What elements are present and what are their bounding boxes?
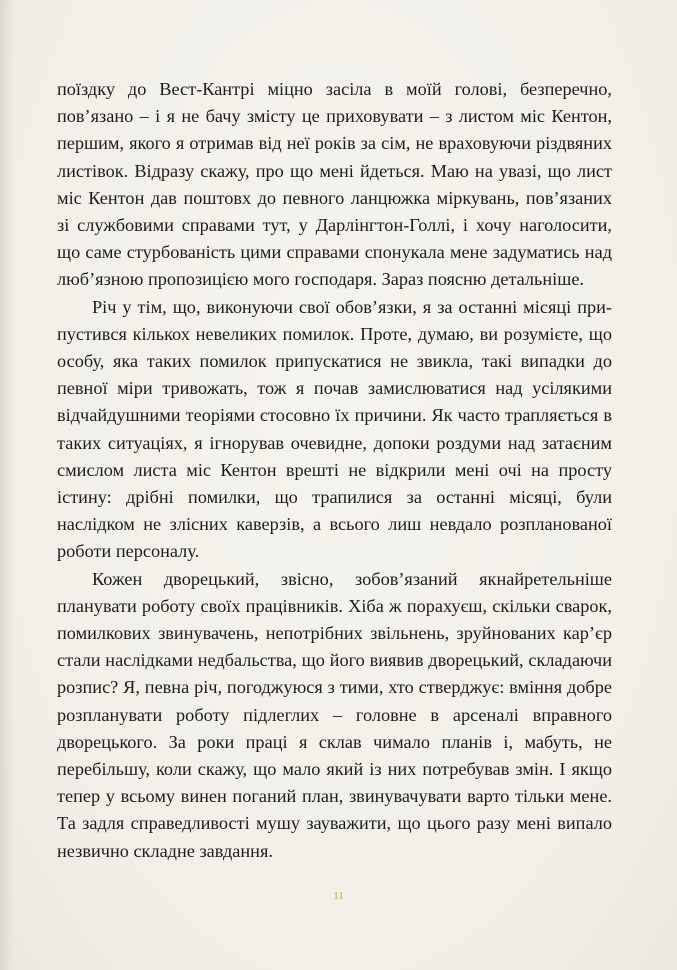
- page-binding-shadow: [0, 0, 14, 970]
- body-text: [57, 76, 612, 865]
- paragraph-3: Кожен дворецький, звісно, зобов’язаний якнайретельніше планувати роботу своїх працівників. Хіба ж порахуєш, скільки сварок, помилкових звинувачень, непотрібних звільнень, зруйнованих кар’єр стали наслідками недбальства, що його виявив дворецький, складаючи розпис? Я, певна річ, погоджуюся з тими, хто стверджує: вміння добре розпланувати роботу підлеглих – головне в арсеналі вправного дворецького. За роки праці я склав чимало планів і, мабуть, не перебільшу, коли скажу, що мало який із них потребував змін. І якщо тепер у всьому винен поганий план, звинувачувати варто тільки мене. Та задля справедливості мушу зауважити, що цього разу мені випало незвично складне завдання.: [57, 568, 612, 861]
- paragraph-1: поїздку до Вест-Кантрі міцно засіла в моїй голові, безперечно, пов’язано – і я не бачу змісту це приховувати – з листом міс Кентон, першим, якого я отримав від неї років за сім, не враховуючи різдвяних листівок. Відразу скажу, про що мені йдеться. Маю на увазі, що лист міс Кентон дав поштовх до певного ланцюжка міркувань, пов’язаних зі службовими справами тут, у Дарлінгтон-Голлі, і хочу наголосити, що саме стурбованість цими справами спонукала мене задуматись над люб’язною пропозицією мого господаря. Зараз поясню детальніше.: [57, 79, 612, 290]
- page-number: 11: [333, 890, 344, 902]
- paragraph-2: Річ у тім, що, виконуючи свої обов’язки, я за останні місяці припустився кількох невеликих помилок. Проте, думаю, ви розумієте, що особу, яка таких помилок припускатися не звикла, такі випадки до певної міри тривожать, тож я почав замислюватися над усілякими відчайдушними теоріями стосовно їх причини. Як часто трапляється в таких ситуаціях, я ігнорував очевидне, допоки роздуми над затаєним смислом листа міс Кентон врешті не відкрили мені очі на просту істину: дрібні помилки, що трапилися за останні місяці, були наслідком не злісних каверзів, а всього лиш невдало розпланованої роботи персоналу.: [57, 296, 612, 562]
